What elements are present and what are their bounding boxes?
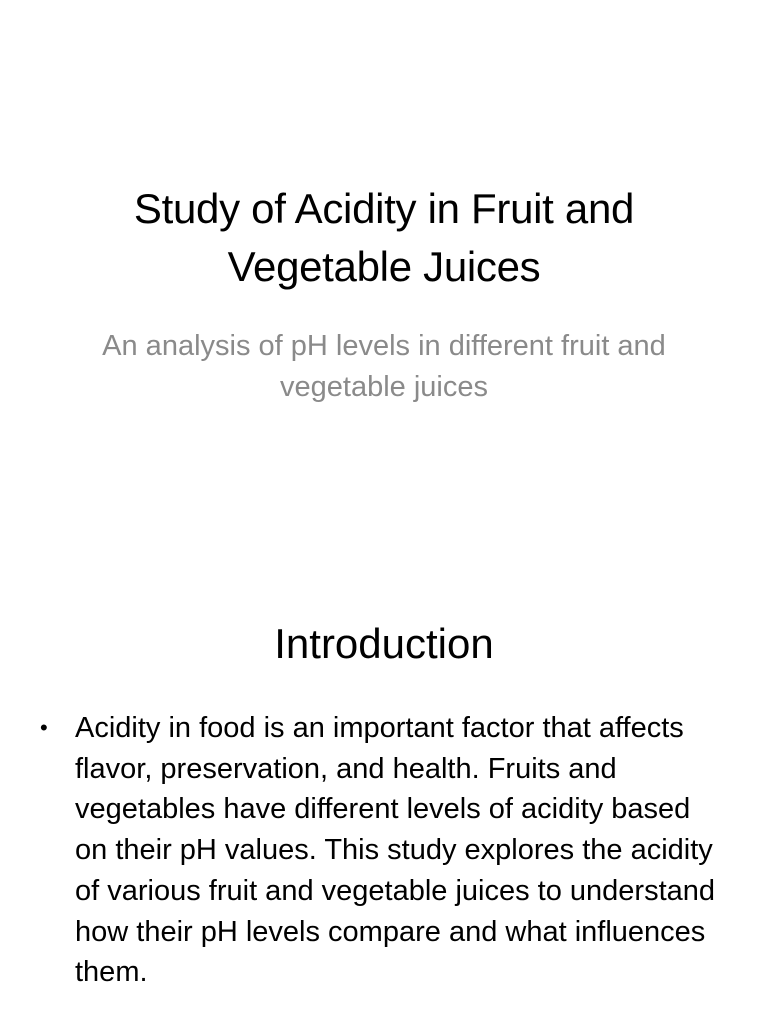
introduction-heading: Introduction [274, 620, 494, 667]
list-item [40, 708, 730, 993]
bullet-text: Acidity in food is an important factor that affects flavor, preservation, and health. Fruits and vegetables have different levels of acidity based on their pH values. This study explores the acidity of various fruit and vegetable juices to understand how their pH levels compare and what influences them. [75, 712, 716, 989]
introduction-slide [0, 576, 768, 1024]
bullet-icon: • [40, 715, 48, 740]
slide-subtitle: An analysis of pH levels in different fruit and vegetable juices [102, 330, 666, 403]
bullet-list [40, 708, 730, 993]
slide-title: Study of Acidity in Fruit and Vegetable Juices [133, 185, 635, 290]
